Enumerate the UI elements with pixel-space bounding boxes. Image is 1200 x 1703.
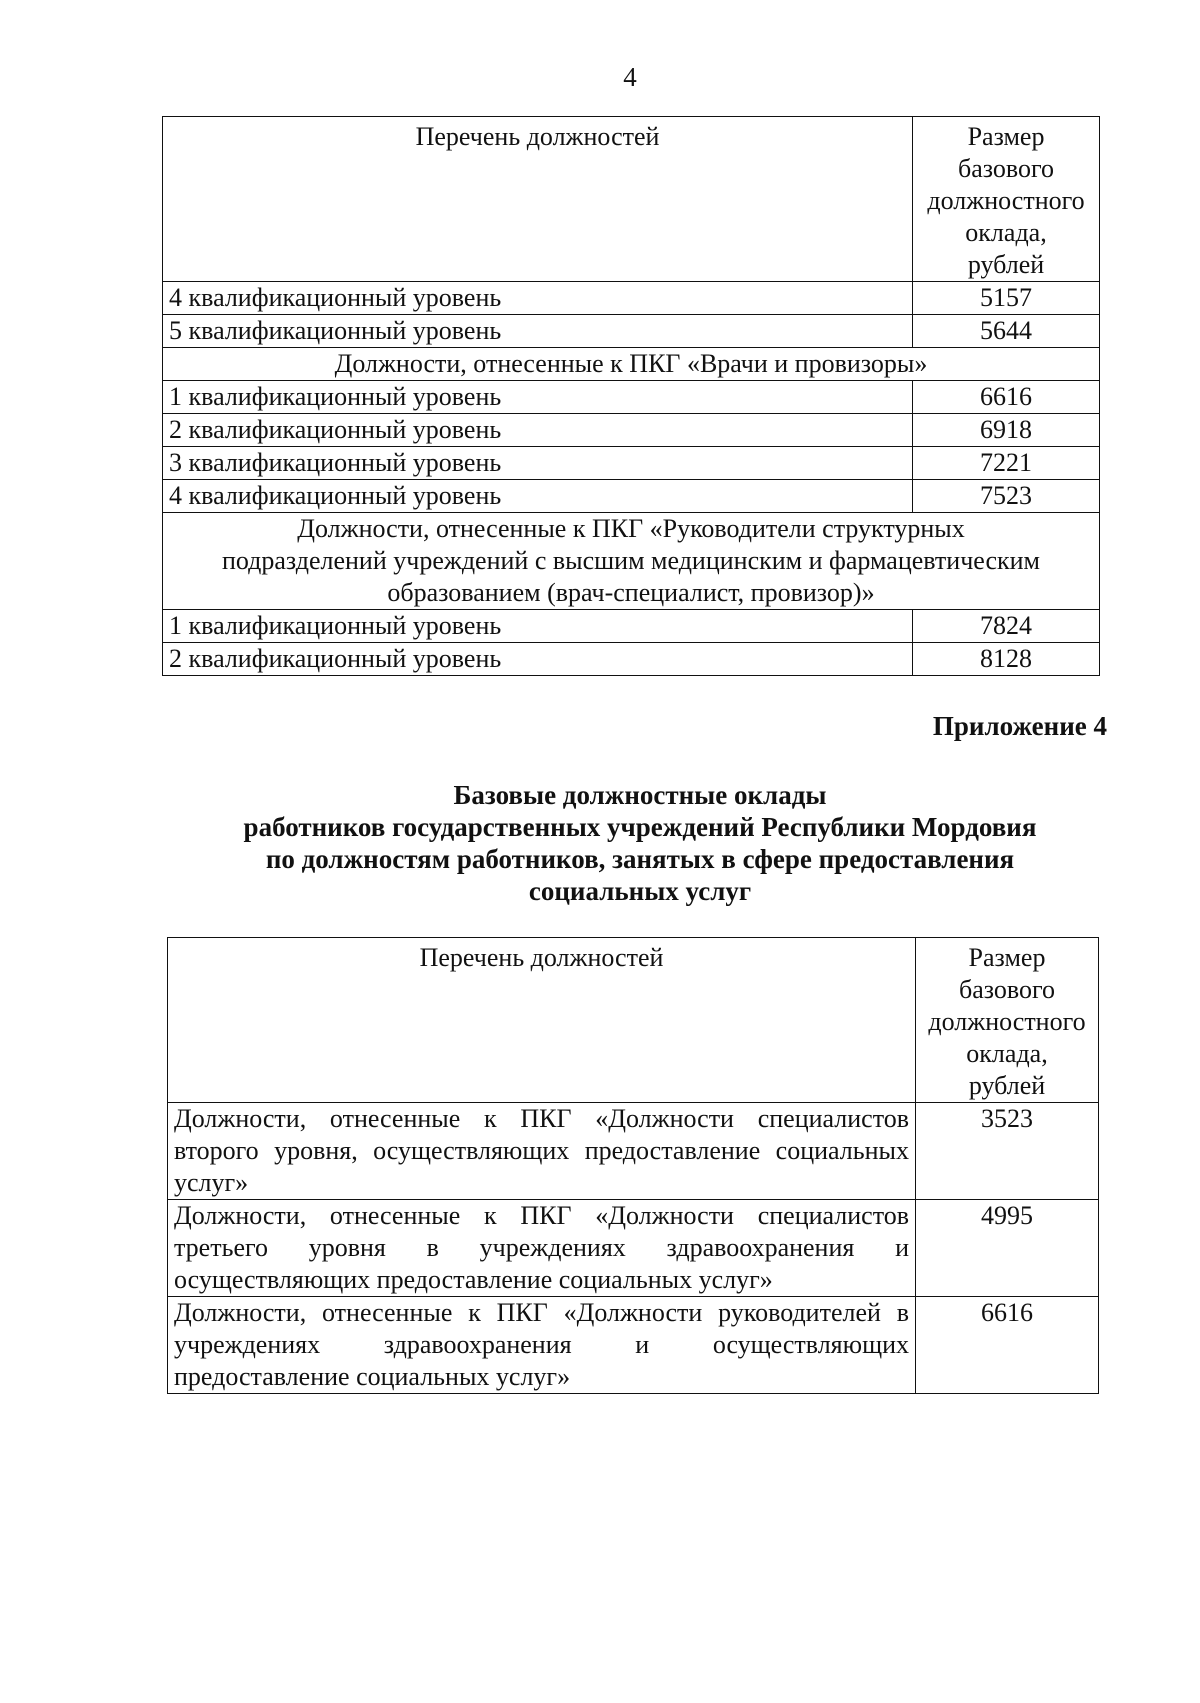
row-label: 3 квалификационный уровень bbox=[163, 447, 913, 480]
row-label: 1 квалификационный уровень bbox=[163, 381, 913, 414]
heading-line: социальных услуг bbox=[528, 876, 752, 906]
header-line: рублей bbox=[968, 1071, 1046, 1100]
row-value: 8128 bbox=[913, 643, 1100, 676]
row-value: 6918 bbox=[913, 414, 1100, 447]
heading-line: Базовые должностные оклады bbox=[453, 780, 827, 810]
row-label: 5 квалификационный уровень bbox=[163, 315, 913, 348]
table-row bbox=[163, 447, 1100, 480]
row-value: 6616 bbox=[913, 381, 1100, 414]
group-row bbox=[163, 348, 1100, 381]
header-line: оклада, bbox=[965, 218, 1047, 247]
salary-table-medical bbox=[162, 116, 1100, 676]
row-label: 4 квалификационный уровень bbox=[163, 480, 913, 513]
table-row bbox=[168, 1200, 1099, 1297]
page-number: 4 bbox=[623, 62, 637, 92]
header-line: Размер bbox=[968, 943, 1046, 972]
row-value: 4995 bbox=[916, 1200, 1099, 1297]
table-header-row bbox=[163, 117, 1100, 282]
group-line: Должности, отнесенные к ПКГ «Руководители структурных bbox=[297, 514, 965, 543]
group-title-heads bbox=[163, 513, 1100, 610]
table-row bbox=[163, 381, 1100, 414]
header-line: базового bbox=[958, 154, 1055, 183]
table-row bbox=[163, 610, 1100, 643]
heading-line: по должностям работников, занятых в сфере предоставления bbox=[265, 844, 1015, 874]
table-header-row bbox=[168, 938, 1099, 1103]
column-header-positions: Перечень должностей bbox=[163, 117, 913, 282]
header-line: Размер bbox=[967, 122, 1045, 151]
row-label: 2 квалификационный уровень bbox=[163, 414, 913, 447]
row-label: 2 квалификационный уровень bbox=[163, 643, 913, 676]
group-line: подразделений учреждений с высшим медицинским и фармацевтическим bbox=[221, 546, 1041, 575]
header-line: должностного bbox=[927, 186, 1085, 215]
salary-table-social bbox=[167, 937, 1099, 1394]
heading-line: работников государственных учреждений Республики Мордовия bbox=[243, 812, 1037, 842]
table-row bbox=[163, 643, 1100, 676]
group-title-doctors: Должности, отнесенные к ПКГ «Врачи и провизоры» bbox=[163, 348, 1100, 381]
group-row bbox=[163, 513, 1100, 610]
row-label: Должности, отнесенные к ПКГ «Должности специалистов второго уровня, осуществляющих предоставление социальных услуг» bbox=[168, 1103, 916, 1200]
table-row bbox=[163, 480, 1100, 513]
row-value: 5157 bbox=[913, 282, 1100, 315]
header-line: должностного bbox=[928, 1007, 1086, 1036]
row-label: Должности, отнесенные к ПКГ «Должности руководителей в учреждениях здравоохранения и осуществляющих предоставление социальных услуг» bbox=[168, 1297, 916, 1394]
section-heading bbox=[180, 779, 1100, 907]
header-line: оклада, bbox=[966, 1039, 1048, 1068]
appendix-label: Приложение 4 bbox=[932, 711, 1107, 741]
row-value: 6616 bbox=[916, 1297, 1099, 1394]
row-label: Должности, отнесенные к ПКГ «Должности специалистов третьего уровня в учреждениях здравоохранения и осуществляющих предоставление социальных услуг» bbox=[168, 1200, 916, 1297]
row-label: 4 квалификационный уровень bbox=[163, 282, 913, 315]
row-value: 7523 bbox=[913, 480, 1100, 513]
table-row bbox=[163, 315, 1100, 348]
table-row bbox=[163, 414, 1100, 447]
row-label: 1 квалификационный уровень bbox=[163, 610, 913, 643]
column-header-positions: Перечень должностей bbox=[168, 938, 916, 1103]
table-row bbox=[168, 1297, 1099, 1394]
column-header-salary bbox=[916, 938, 1099, 1103]
row-value: 5644 bbox=[913, 315, 1100, 348]
table-row bbox=[168, 1103, 1099, 1200]
row-value: 7221 bbox=[913, 447, 1100, 480]
row-value: 3523 bbox=[916, 1103, 1099, 1200]
row-value: 7824 bbox=[913, 610, 1100, 643]
header-line: базового bbox=[959, 975, 1056, 1004]
group-line: образованием (врач-специалист, провизор)» bbox=[387, 578, 875, 607]
header-line: рублей bbox=[967, 250, 1045, 279]
column-header-salary bbox=[913, 117, 1100, 282]
table-row bbox=[163, 282, 1100, 315]
